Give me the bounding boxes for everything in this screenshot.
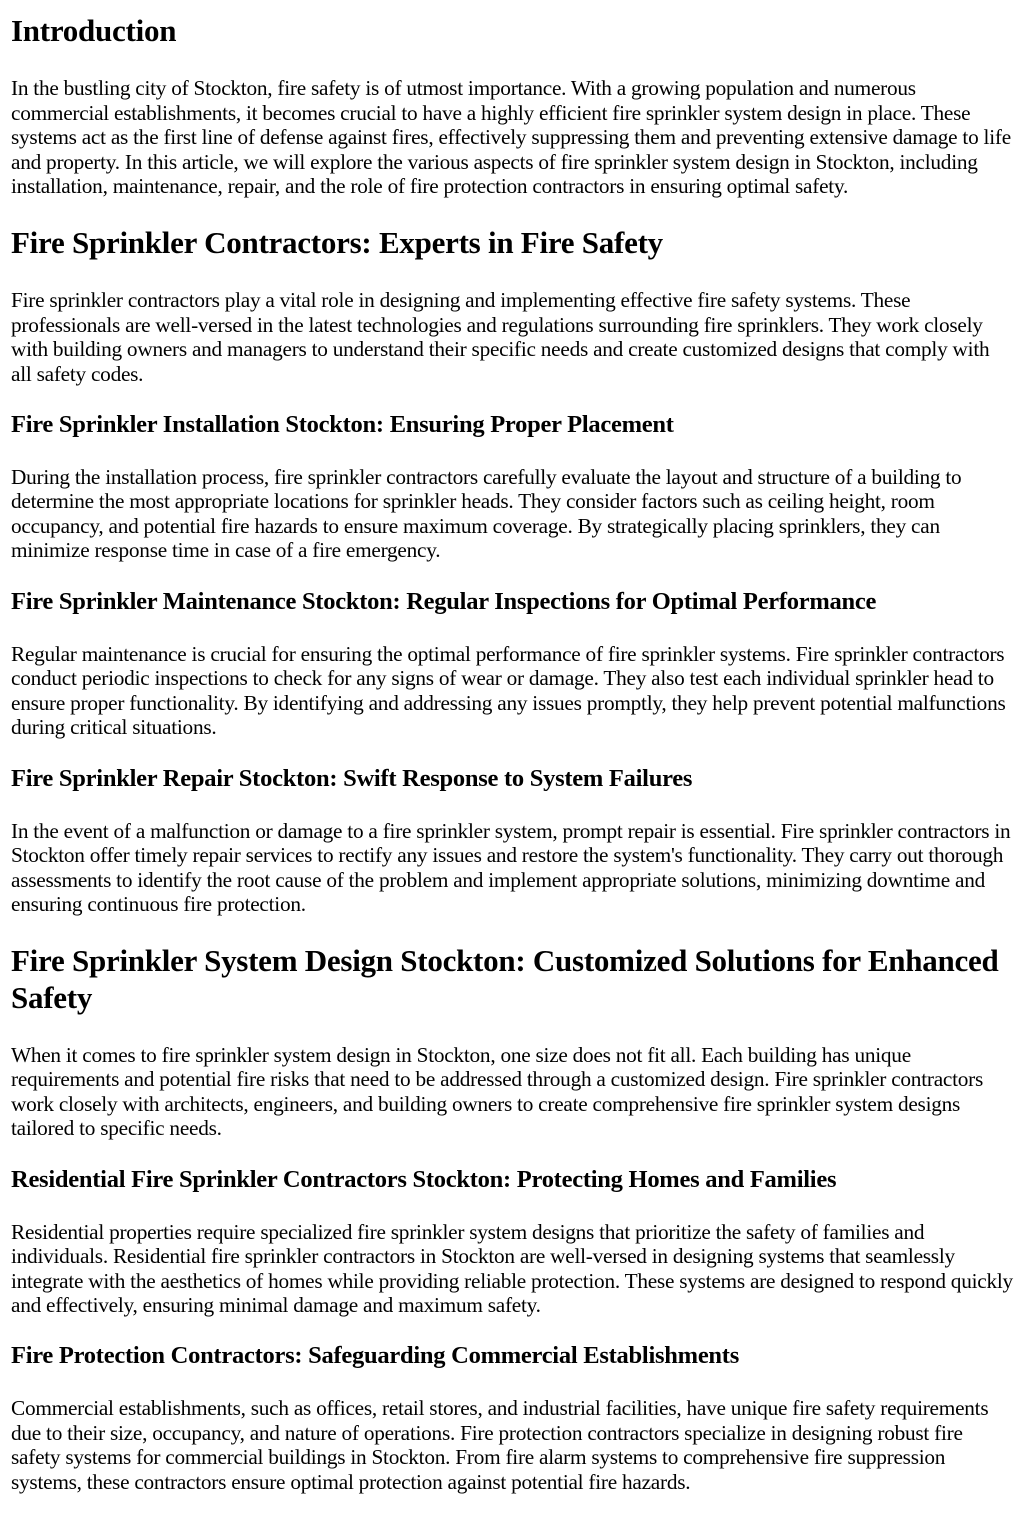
section-heading-residential: Residential Fire Sprinkler Contractors Stockton: Protecting Homes and Families (11, 1165, 837, 1193)
section-paragraph-maintenance: Regular maintenance is crucial for ensuring the optimal performance of fire sprinkler systems. Fire sprinkler contractors conduct periodic inspections to check for any signs of wear or damage. They also test each individual sprinkler head to ensure proper functionality. By identifying and addressing any issues promptly, they help prevent potential malfunctions during critical situations. (11, 641, 1006, 740)
section-installation (11, 411, 1013, 563)
section-system-design (11, 943, 1013, 1141)
section-paragraph-repair: In the event of a malfunction or damage to a fire sprinkler system, prompt repair is essential. Fire sprinkler contractors in Stockton offer timely repair services to rectify any issues and restore the system's functionality. They carry out thorough assessments to identify the root cause of the problem and implement appropriate solutions, minimizing downtime and ensuring continuous fire protection. (11, 818, 1011, 917)
section-paragraph-commercial: Commercial establishments, such as offices, retail stores, and industrial facilities, have unique fire safety requirements due to their size, occupancy, and nature of operations. Fire protection contractors specialize in designing robust fire safety systems for commercial buildings in Stockton. From fire alarm systems to comprehensive fire suppression systems, these contractors ensure optimal protection against potential fire hazards. (11, 1396, 989, 1494)
section-paragraph-residential: Residential properties require specialized fire sprinkler system designs that prioritize the safety of families and individuals. Residential fire sprinkler contractors in Stockton are well-versed in designing systems that seamlessly integrate with the aesthetics of homes while providing reliable protection. These systems are designed to respond quickly and effectively, ensuring minimal damage and maximum safety. (11, 1219, 1013, 1317)
section-commercial (11, 1342, 1013, 1494)
section-heading-fire-sprinkler-contractors: Fire Sprinkler Contractors: Experts in Fire Safety (11, 225, 663, 260)
section-repair (11, 765, 1013, 917)
section-heading-maintenance: Fire Sprinkler Maintenance Stockton: Regular Inspections for Optimal Performance (11, 587, 877, 615)
section-fire-sprinkler-contractors (11, 225, 1013, 386)
section-paragraph-fire-sprinkler-contractors: Fire sprinkler contractors play a vital role in designing and implementing effective fire safety systems. These professionals are well-versed in the latest technologies and regulations surrounding fire sprinklers. They work closely with building owners and managers to understand their specific needs and create customized designs that comply with all safety codes. (11, 288, 990, 386)
section-paragraph-system-design: When it comes to fire sprinkler system design in Stockton, one size does not fit all. Each building has unique requirements and potential fire risks that need to be addressed through a customized design. Fire sprinkler contractors work closely with architects, engineers, and building owners to create comprehensive fire sprinkler system designs tailored to specific needs. (11, 1042, 984, 1141)
section-heading-system-design: Fire Sprinkler System Design Stockton: Customized Solutions for Enhanced Safety (11, 943, 999, 1015)
section-heading-introduction: Introduction (11, 13, 177, 48)
section-heading-commercial: Fire Protection Contractors: Safeguarding Commercial Establishments (11, 1342, 739, 1370)
section-introduction (11, 13, 1013, 199)
section-heading-repair: Fire Sprinkler Repair Stockton: Swift Response to System Failures (11, 764, 693, 792)
section-maintenance (11, 588, 1013, 740)
section-paragraph-introduction: In the bustling city of Stockton, fire safety is of utmost importance. With a growing population and numerous commercial establishments, it becomes crucial to have a highly efficient fire sprinkler system design in place. These systems act as the first line of defense against fires, effectively suppressing them and preventing extensive damage to life and property. In this article, we will explore the various aspects of fire sprinkler system design in Stockton, including installation, maintenance, repair, and the role of fire protection contractors in ensuring optimal safety. (11, 76, 1011, 199)
section-paragraph-installation: During the installation process, fire sprinkler contractors carefully evaluate the layout and structure of a building to determine the most appropriate locations for sprinkler heads. They consider factors such as ceiling height, room occupancy, and potential fire hazards to ensure maximum coverage. By strategically placing sprinklers, they can minimize response time in case of a fire emergency. (11, 464, 962, 563)
section-residential (11, 1166, 1013, 1318)
section-heading-installation: Fire Sprinkler Installation Stockton: Ensuring Proper Placement (11, 411, 674, 439)
